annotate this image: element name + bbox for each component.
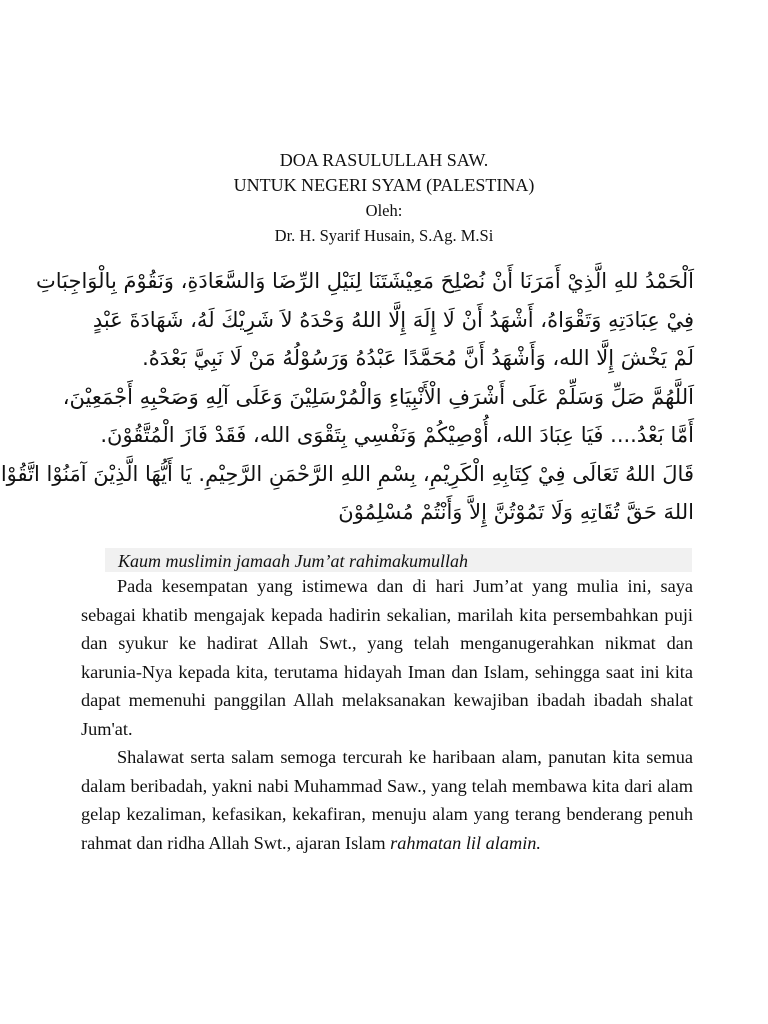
arabic-line: فِيْ عِبَادَتِهِ وَتَقْوَاهُ، أَشْهَدُ أَنْ لَا إِلَهَ إِلَّا اللهُ وَحْدَهُ لاَ شَرِيْكَ لَهُ، شَهَادَةَ عَبْدٍ — [92, 307, 694, 332]
greeting-line: Kaum muslimin jamaah Jum’at rahimakumullah — [118, 551, 468, 571]
paragraph — [81, 743, 693, 857]
paragraph: Pada kesempatan yang istimewa dan di hari Jum’at yang mulia ini, saya sebagai khatib mengajak kepada hadirin sekalian, marilah kita persembahkan puji dan syukur ke hadirat Allah Swt., yang telah menganugerahkan nikmat dan karunia-Nya kepada kita, terutama hidayah Iman dan Islam, sehingga saat ini kita dapat memenuhi panggilan Allah melaksanakan kewajiban ibadah ibadah shalat Jum'at. — [81, 576, 693, 739]
arabic-opening-prayer — [0, 262, 694, 532]
arabic-line: قَالَ اللهُ تَعَالَى فِيْ كِتَابِهِ الْكَرِيْمِ، بِسْمِ اللهِ الرَّحْمَنِ الرَّحِيْمِ. يَا أَيُّهَا الَّذِيْنَ آمَنُوْا اتَّقُوْا — [0, 461, 694, 486]
arabic-line: اَللَّهُمَّ صَلِّ وَسَلِّمْ عَلَى أَشْرَفِ الْأَنْبِيَاءِ وَالْمُرْسَلِيْنَ وَعَلَى آلِهِ وَصَحْبِهِ أَجْمَعِيْنَ، — [62, 384, 694, 409]
paragraph-text: Shalawat serta salam semoga tercurah ke haribaan alam, panutan kita semua dalam beribadah, yakni nabi Muhammad Saw., yang telah membawa kita dari alam gelap kezaliman, kefasikan, kekafiran, menuju alam yang terang benderang penuh rahmat dan ridha Allah Swt., ajaran Islam — [81, 747, 693, 853]
italic-phrase: rahmatan lil alamin. — [390, 832, 542, 853]
document-subtitle: UNTUK NEGERI SYAM (PALESTINA) — [233, 175, 535, 195]
sermon-body — [81, 572, 693, 857]
title-block — [0, 148, 768, 248]
arabic-line: اَلْحَمْدُ للهِ الَّذِيْ أَمَرَنَا أَنْ نُصْلِحَ مَعِيْشَتَنَا لِنَيْلِ الرِّضَا وَالسَّعَادَةِ، وَنَقُوْمَ بِالْوَاجِبَاتِ — [35, 269, 694, 293]
document-title: DOA RASULULLAH SAW. — [279, 150, 489, 170]
arabic-line: اللهَ حَقَّ تُقَاتِهِ وَلَا تَمُوْتُنَّ إِلاَّ وَأَنْتُمْ مُسْلِمُوْنَ — [338, 500, 694, 524]
arabic-line: لَمْ يَخْشَ إِلَّا الله، وَأَشْهَدُ أَنَّ مُحَمَّدًا عَبْدُهُ وَرَسُوْلُهُ مَنْ لَا نَبِيَّ بَعْدَهُ. — [142, 346, 694, 370]
author-label: Oleh: — [365, 201, 403, 220]
author-name: Dr. H. Syarif Husain, S.Ag. M.Si — [274, 226, 494, 245]
arabic-line: أَمَّا بَعْدُ.... فَيَا عِبَادَ الله، أُوْصِيْكُمْ وَنَفْسِي بِتَقْوَى الله، فَقَدْ فَازَ الْمُتَّقُوْنَ. — [100, 423, 694, 447]
